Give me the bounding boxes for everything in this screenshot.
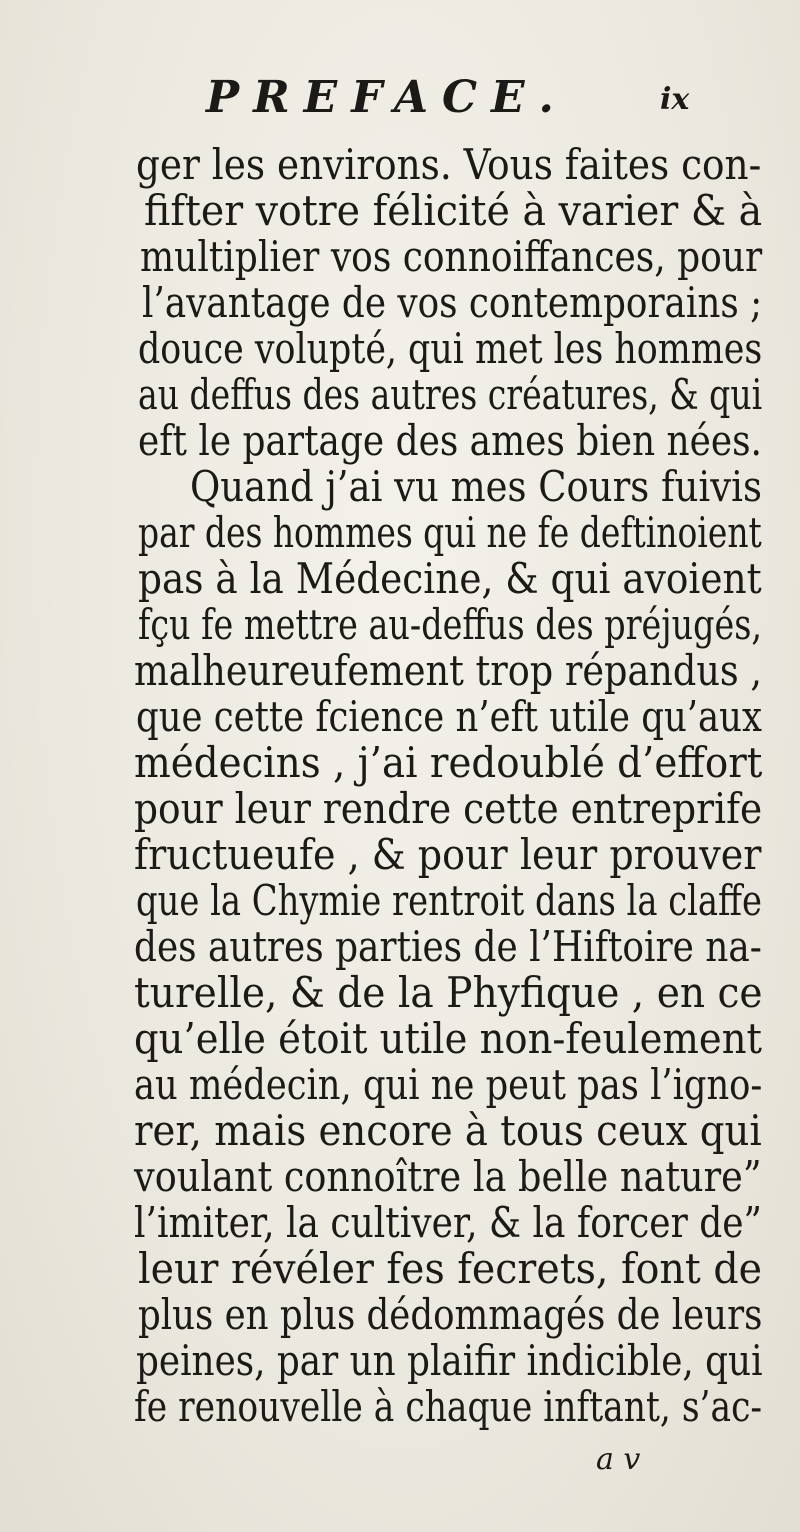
text-line-9: par des hommes qui ne fe deftinoient xyxy=(138,508,762,557)
text-line-6: au deffus des autres créatures, & qui xyxy=(138,370,763,419)
text-line-18: des autres parties de l’Hiftoire na- xyxy=(134,922,762,971)
text-line-27: peines, par un plaifir indicible, qui xyxy=(136,1336,763,1385)
text-line-10: pas à la Médecine, & qui avoient xyxy=(138,554,762,603)
text-line-19: turelle, & de la Phyfique , en ce xyxy=(134,968,763,1017)
running-head: PREFACE. xyxy=(206,72,568,123)
text-line-2: fifter votre félicité à varier & à xyxy=(144,186,763,235)
catchword: a v xyxy=(596,1442,641,1477)
text-line-3: multiplier vos connoiffances, pour xyxy=(140,232,763,281)
text-line-20: qu’elle étoit utile non-feulement xyxy=(134,1014,762,1063)
page-number: ix xyxy=(660,82,690,117)
text-line-1: ger les environs. Vous faites con- xyxy=(136,140,762,189)
text-line-17: que la Chymie rentroit dans la claffe xyxy=(136,876,763,925)
text-line-15: pour leur rendre cette entreprife xyxy=(134,784,763,833)
text-line-13: que cette fcience n’eft utile qu’aux xyxy=(136,692,763,741)
text-line-7: eft le partage des ames bien nées. xyxy=(138,416,762,465)
text-line-25: leur révéler fes fecrets, font de xyxy=(138,1244,763,1293)
text-line-24: l’imiter, la cultiver, & la forcer de” xyxy=(134,1198,762,1247)
text-line-23: voulant connoître la belle nature” xyxy=(134,1152,762,1201)
page-header xyxy=(0,68,800,128)
text-line-16: fructueufe , & pour leur prouver xyxy=(134,830,762,879)
text-line-14: médecins , j’ai redoublé d’effort xyxy=(134,738,763,787)
text-line-11: fçu fe mettre au-deffus des préjugés, xyxy=(138,600,763,649)
text-line-26: plus en plus dédommagés de leurs xyxy=(138,1290,763,1339)
text-line-4: l’avantage de vos contemporains ; xyxy=(142,278,763,327)
text-line-28: fe renouvelle à chaque inftant, s’ac- xyxy=(134,1382,763,1431)
text-line-22: rer, mais encore à tous ceux qui xyxy=(134,1106,762,1155)
text-line-8: Quand j’ai vu mes Cours fuivis xyxy=(190,462,762,511)
text-line-21: au médecin, qui ne peut pas l’igno- xyxy=(134,1060,763,1109)
text-line-12: malheureufement trop répandus , xyxy=(134,646,763,695)
text-line-5: douce volupté, qui met les hommes xyxy=(138,324,763,373)
